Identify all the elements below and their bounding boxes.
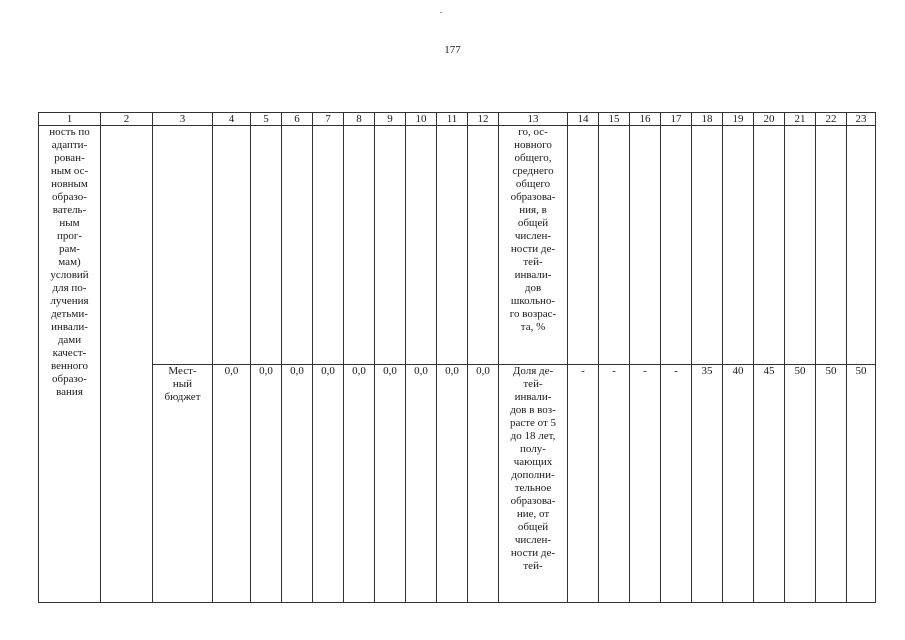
empty-cell <box>568 126 599 365</box>
empty-cell <box>847 126 876 365</box>
finance-value-cell: 0,0 <box>437 365 468 603</box>
header-cell: 7 <box>313 113 344 126</box>
empty-cell <box>661 126 692 365</box>
header-row <box>39 113 876 126</box>
finance-value-cell: 0,0 <box>406 365 437 603</box>
empty-cell <box>754 126 785 365</box>
header-cell: 11 <box>437 113 468 126</box>
scan-speck <box>440 12 442 13</box>
year-value-cell: 50 <box>785 365 816 603</box>
finance-value-cell: 0,0 <box>251 365 282 603</box>
year-value-cell: 40 <box>723 365 754 603</box>
header-cell: 23 <box>847 113 876 126</box>
finance-value-cell: 0,0 <box>213 365 251 603</box>
year-value-cell: - <box>661 365 692 603</box>
year-value-cell: - <box>630 365 661 603</box>
year-value-cell: - <box>568 365 599 603</box>
header-cell: 10 <box>406 113 437 126</box>
program-indicators-table <box>38 112 876 603</box>
finance-value-cell: 0,0 <box>344 365 375 603</box>
header-cell: 13 <box>499 113 568 126</box>
header-cell: 20 <box>754 113 785 126</box>
empty-cell <box>723 126 754 365</box>
header-cell: 2 <box>101 113 153 126</box>
empty-cell <box>692 126 723 365</box>
header-cell: 17 <box>661 113 692 126</box>
header-cell: 3 <box>153 113 213 126</box>
header-cell: 18 <box>692 113 723 126</box>
year-value-cell: - <box>599 365 630 603</box>
header-cell: 21 <box>785 113 816 126</box>
header-cell: 5 <box>251 113 282 126</box>
measure-name-cell: ность по адапти- рован- ным ос- новным образо- ватель- ным прог- рам- мам) условий для по- лучения детьми- инвали- дами качест- венного образо- вания <box>39 126 101 603</box>
empty-cell <box>313 126 344 365</box>
empty-cell <box>599 126 630 365</box>
empty-cell <box>437 126 468 365</box>
empty-cell <box>785 126 816 365</box>
header-cell: 6 <box>282 113 313 126</box>
funding-source-cell: Мест- ный бюджет <box>153 365 213 603</box>
header-cell: 19 <box>723 113 754 126</box>
empty-cell <box>153 126 213 365</box>
year-value-cell: 50 <box>816 365 847 603</box>
finance-value-cell: 0,0 <box>282 365 313 603</box>
header-cell: 4 <box>213 113 251 126</box>
header-cell: 15 <box>599 113 630 126</box>
empty-cell <box>375 126 406 365</box>
empty-cell <box>406 126 437 365</box>
empty-cell <box>251 126 282 365</box>
year-value-cell: 50 <box>847 365 876 603</box>
empty-cell <box>630 126 661 365</box>
indicator-cell: Доля де- тей- инвали- дов в воз- расте от 5 до 18 лет, полу- чающих дополни- тельное образова- ние, от общей числен- ности де- тей- <box>499 365 568 603</box>
empty-cell <box>816 126 847 365</box>
year-value-cell: 45 <box>754 365 785 603</box>
empty-cell <box>101 126 153 603</box>
finance-value-cell: 0,0 <box>468 365 499 603</box>
empty-cell <box>213 126 251 365</box>
empty-cell <box>468 126 499 365</box>
header-cell: 9 <box>375 113 406 126</box>
indicator-cell: го, ос- новного общего, среднего общего образова- ния, в общей числен- ности де- тей- инвали- дов школьно- го возрас- та, % <box>499 126 568 365</box>
header-cell: 8 <box>344 113 375 126</box>
empty-cell <box>282 126 313 365</box>
header-cell: 22 <box>816 113 847 126</box>
table-row <box>39 126 876 365</box>
header-cell: 1 <box>39 113 101 126</box>
finance-value-cell: 0,0 <box>313 365 344 603</box>
header-cell: 16 <box>630 113 661 126</box>
header-cell: 12 <box>468 113 499 126</box>
header-cell: 14 <box>568 113 599 126</box>
year-value-cell: 35 <box>692 365 723 603</box>
finance-value-cell: 0,0 <box>375 365 406 603</box>
empty-cell <box>344 126 375 365</box>
page-number: 177 <box>444 44 461 56</box>
table-row <box>39 365 876 603</box>
